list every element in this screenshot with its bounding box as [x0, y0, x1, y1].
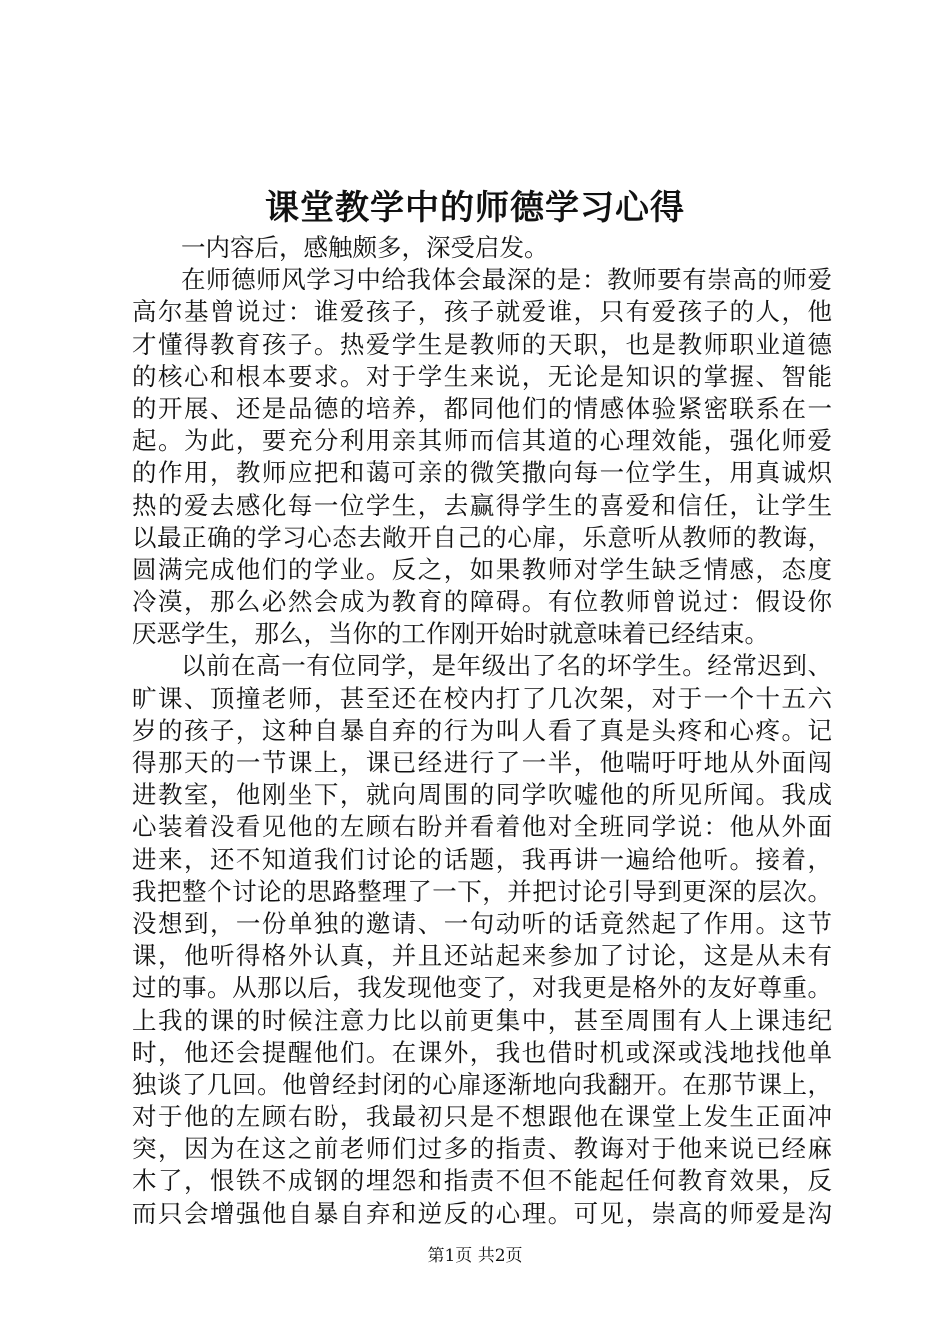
body-text-line: 课，他听得格外认真，并且还站起来参加了讨论，这是从未有 [132, 941, 832, 971]
body-text-line: 时，他还会提醒他们。在课外，我也借时机或深或浅地找他单 [132, 1037, 832, 1067]
body-text-line: 才懂得教育孩子。热爱学生是教师的天职，也是教师职业道德 [132, 329, 832, 359]
body-text-line: 以最正确的学习心态去敞开自己的心扉，乐意听从教师的教诲， [132, 522, 832, 552]
body-text-line: 突，因为在这之前老师们过多的指责、教诲对于他来说已经麻 [132, 1134, 832, 1164]
body-text-line: 得那天的一节课上，课已经进行了一半，他喘吁吁地从外面闯 [132, 748, 832, 777]
body-text-line: 以前在高一有位同学，是年级出了名的坏学生。经常迟到、 [181, 651, 832, 681]
body-text-line: 的核心和根本要求。对于学生来说，无论是知识的掌握、智能 [132, 361, 832, 391]
body-text-line: 高尔基曾说过：谁爱孩子，孩子就爱谁，只有爱孩子的人，他 [132, 297, 832, 327]
body-text-line: 冷漠，那么必然会成为教育的障碍。有位教师曾说过：假设你 [132, 587, 832, 617]
body-text-line: 我把整个讨论的思路整理了一下，并把讨论引导到更深的层次。 [132, 876, 832, 906]
body-text-line: 一内容后，感触颇多，深受启发。 [181, 233, 549, 262]
body-text-line: 旷课、顶撞老师，甚至还在校内打了几次架，对于一个十五六 [132, 683, 832, 713]
body-text-line: 独谈了几回。他曾经封闭的心扉逐渐地向我翻开。在那节课上， [132, 1069, 832, 1099]
body-text-line: 圆满完成他们的学业。反之，如果教师对学生缺乏情感，态度 [132, 554, 832, 584]
body-text-line: 上我的课的时候注意力比以前更集中，甚至周围有人上课违纪 [132, 1005, 832, 1035]
page-footer: 第1页 共2页 [427, 1246, 523, 1266]
body-text-line: 起。为此，要充分利用亲其师而信其道的心理效能，强化师爱 [132, 426, 832, 456]
body-text-line: 岁的孩子，这种自暴自弃的行为叫人看了真是头疼和心疼。记 [132, 715, 832, 745]
body-text-line: 的作用，教师应把和蔼可亲的微笑撒向每一位学生，用真诚炽 [132, 458, 832, 488]
body-text-line: 进教室，他刚坐下，就向周围的同学吹嘘他的所见所闻。我成 [132, 780, 832, 810]
body-text-line: 心装着没看见他的左顾右盼并看着他对全班同学说：他从外面 [132, 812, 832, 842]
body-text-line: 在师德师风学习中给我体会最深的是：教师要有崇高的师爱 [181, 265, 832, 295]
body-text-line: 的开展、还是品德的培养，都同他们的情感体验紧密联系在一 [132, 393, 832, 423]
document-body [132, 232, 832, 1230]
body-text-line: 木了，恨铁不成钢的埋怨和指责不但不能起任何教育效果，反 [132, 1166, 832, 1196]
body-text-line: 厌恶学生，那么，当你的工作刚开始时就意味着已经结束。 [132, 619, 769, 649]
body-text-line: 进来，还不知道我们讨论的话题，我再讲一遍给他听。接着， [132, 844, 832, 874]
body-text-line: 没想到，一份单独的邀请、一句动听的话竟然起了作用。这节 [132, 908, 832, 938]
body-text-line: 过的事。从那以后，我发现他变了，对我更是格外的友好尊重。 [132, 973, 832, 1003]
body-text-line: 而只会增强他自暴自弃和逆反的心理。可见，崇高的师爱是沟 [132, 1198, 832, 1228]
document-title: 课堂教学中的师德学习心得 [265, 188, 685, 228]
body-text-line: 热的爱去感化每一位学生，去赢得学生的喜爱和信任，让学生 [132, 490, 832, 520]
body-text-line: 对于他的左顾右盼，我最初只是不想跟他在课堂上发生正面冲 [132, 1102, 832, 1132]
